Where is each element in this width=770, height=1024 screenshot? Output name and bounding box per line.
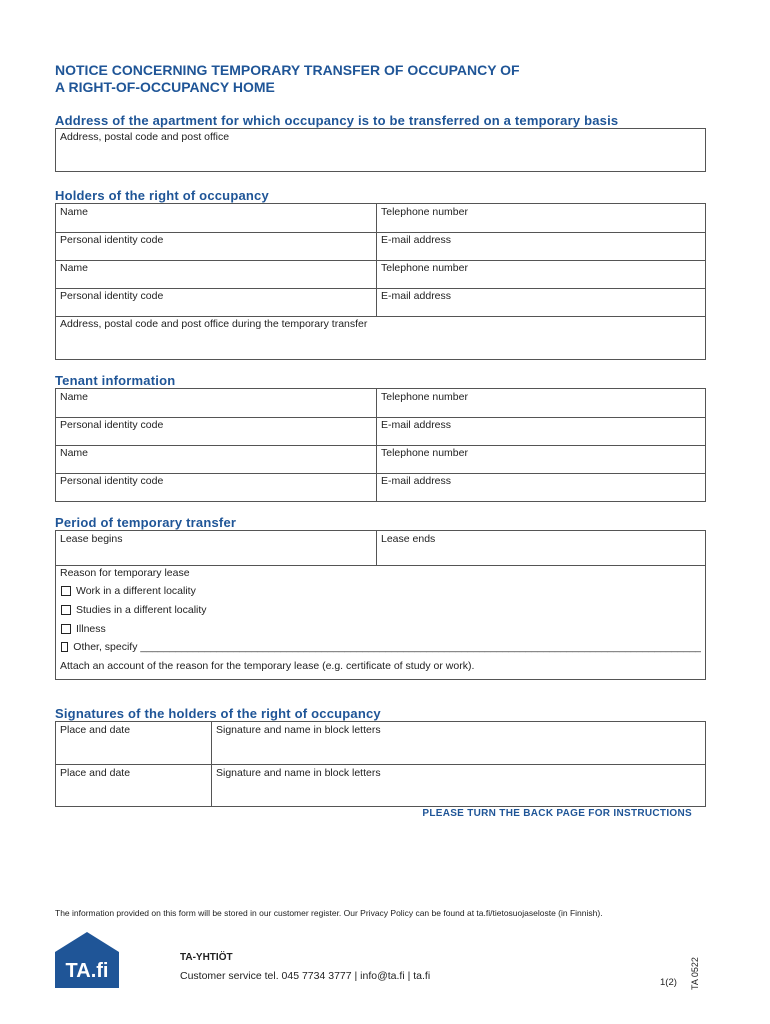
address-box[interactable] — [55, 128, 706, 172]
checkbox-other[interactable] — [61, 642, 68, 652]
address-field-label: Address, postal code and post office — [60, 131, 230, 143]
tenant-section-title: Tenant information — [55, 373, 176, 388]
tenant1-email-label: E-mail address — [381, 419, 452, 431]
sig2-signature-label: Signature and name in block letters — [216, 767, 381, 779]
lease-ends-label: Lease ends — [381, 533, 436, 545]
turn-page-note: PLEASE TURN THE BACK PAGE FOR INSTRUCTIONS — [422, 808, 692, 819]
period-box — [55, 530, 706, 680]
tenant1-name-label: Name — [60, 391, 89, 403]
holder2-pic-label: Personal identity code — [60, 290, 164, 302]
option-work[interactable] — [61, 585, 196, 597]
page-number: 1(2) — [660, 977, 677, 988]
tenant2-name-label: Name — [60, 447, 89, 459]
sig2-place-date-label: Place and date — [60, 767, 131, 779]
form-code: TA 0522 — [690, 957, 700, 990]
tenant2-pic-label: Personal identity code — [60, 475, 164, 487]
option-studies[interactable] — [61, 604, 207, 616]
tenant1-pic-label: Personal identity code — [60, 419, 164, 431]
holders-box — [55, 203, 706, 360]
holders-section-title: Holders of the right of occupancy — [55, 188, 269, 203]
holder1-pic-label: Personal identity code — [60, 234, 164, 246]
option-illness[interactable] — [61, 623, 106, 635]
tenant2-email-label: E-mail address — [381, 475, 452, 487]
ta-logo — [55, 932, 119, 988]
address-during-label: Address, postal code and post office during the temporary transfer — [60, 318, 368, 330]
holder2-name-label: Name — [60, 262, 89, 274]
form-title-line1: NOTICE CONCERNING TEMPORARY TRANSFER OF OCCUPANCY OF — [55, 62, 520, 78]
sig1-place-date-label: Place and date — [60, 724, 131, 736]
privacy-note: The information provided on this form will be stored in our customer register. Our Privacy Policy can be found at ta.fi/tietosuojaseloste (in Finnish). — [55, 908, 603, 918]
option-illness-label: Illness — [76, 623, 106, 635]
reason-label: Reason for temporary lease — [60, 567, 190, 579]
option-work-label: Work in a different locality — [76, 585, 196, 597]
form-title-line2: A RIGHT-OF-OCCUPANCY HOME — [55, 79, 275, 95]
option-other[interactable] — [61, 641, 701, 653]
holder1-name-label: Name — [60, 206, 89, 218]
holder1-email-label: E-mail address — [381, 234, 452, 246]
tenant1-telephone-label: Telephone number — [381, 391, 468, 403]
address-section-title: Address of the apartment for which occupancy is to be transferred on a temporary basis — [55, 113, 619, 128]
form-title — [55, 62, 675, 96]
house-logo-icon — [55, 932, 119, 988]
checkbox-studies[interactable] — [61, 605, 71, 615]
period-section-title: Period of temporary transfer — [55, 515, 237, 530]
checkbox-illness[interactable] — [61, 624, 71, 634]
option-other-label: Other, specify ________________________________________________________________________________________________ — [73, 641, 701, 653]
tenant2-telephone-label: Telephone number — [381, 447, 468, 459]
sig1-signature-label: Signature and name in block letters — [216, 724, 381, 736]
holder2-telephone-label: Telephone number — [381, 262, 468, 274]
holder2-email-label: E-mail address — [381, 290, 452, 302]
company-name: TA-YHTIÖT — [180, 952, 233, 963]
attach-note: Attach an account of the reason for the temporary lease (e.g. certificate of study or work). — [60, 660, 475, 672]
option-studies-label: Studies in a different locality — [76, 604, 207, 616]
lease-begins-label: Lease begins — [60, 533, 123, 545]
signatures-section-title: Signatures of the holders of the right of occupancy — [55, 706, 381, 721]
logo-text: TA.fi — [65, 960, 109, 982]
holder1-telephone-label: Telephone number — [381, 206, 468, 218]
checkbox-work[interactable] — [61, 586, 71, 596]
contact-info: Customer service tel. 045 7734 3777 | info@ta.fi | ta.fi — [180, 970, 431, 982]
tenant-box — [55, 388, 706, 502]
signatures-box — [55, 721, 706, 807]
